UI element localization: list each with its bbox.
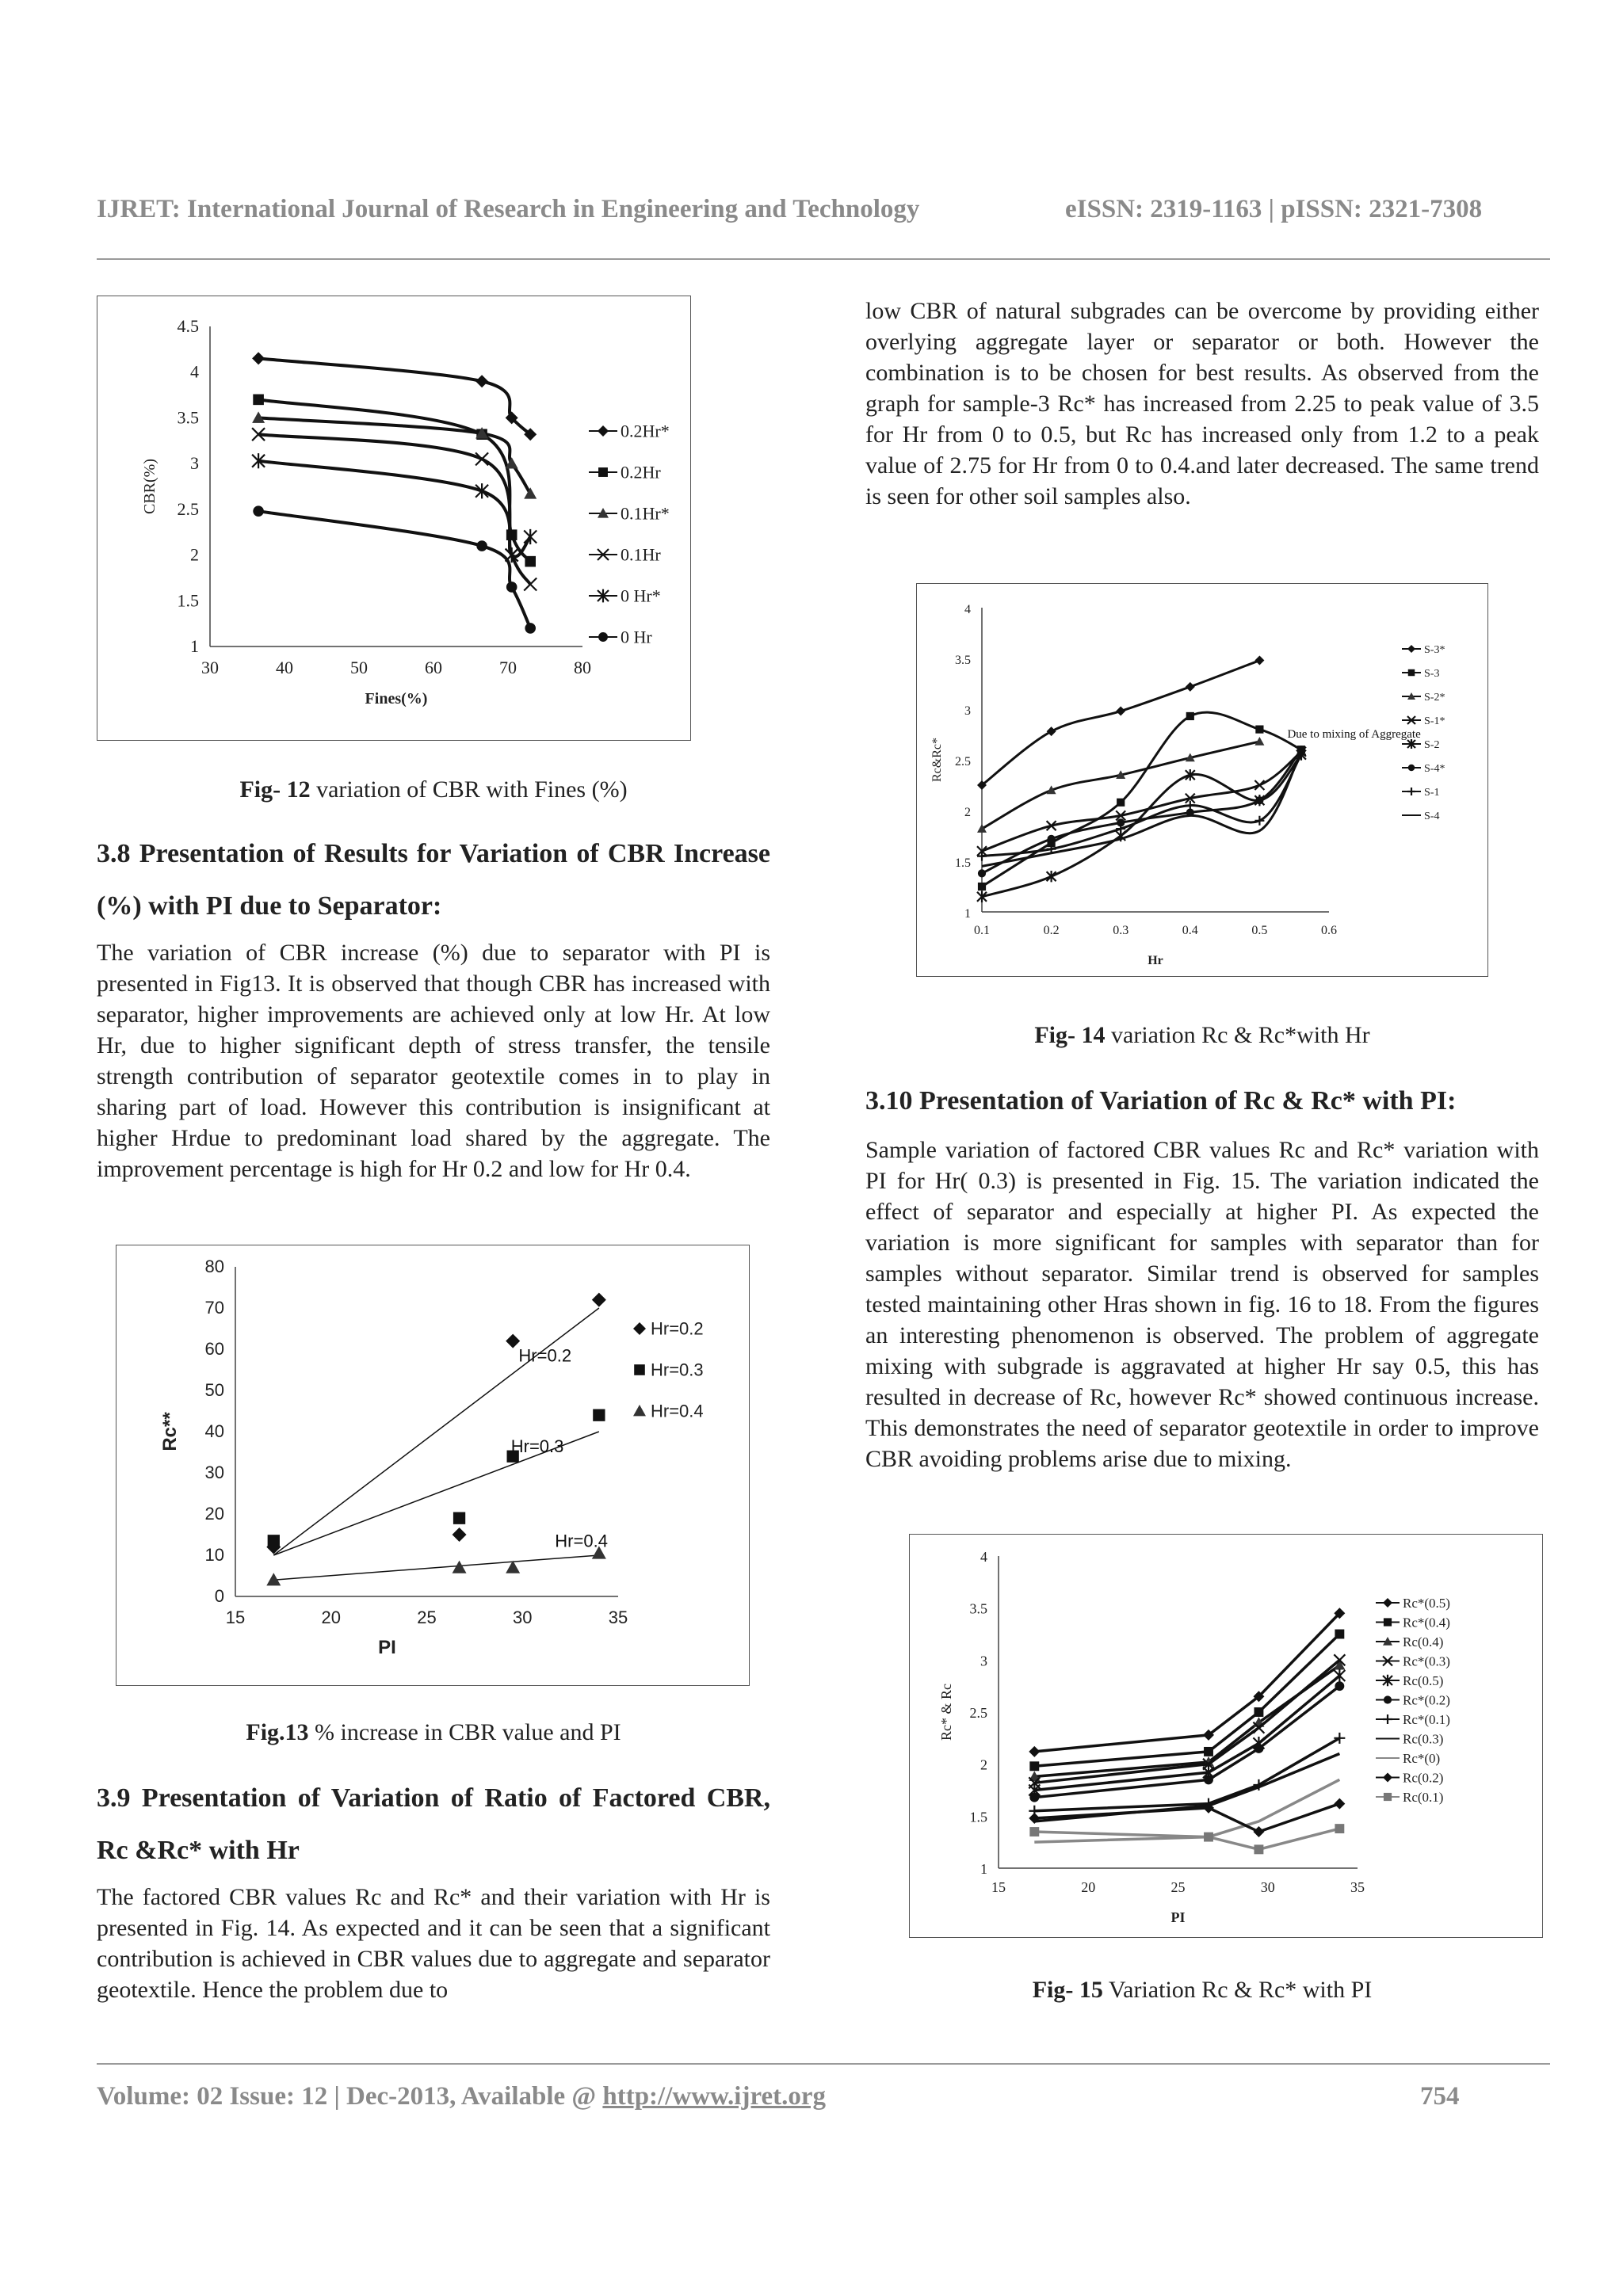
series-rc-0-2--point	[1253, 1826, 1264, 1837]
series-hr-0-3-point	[268, 1535, 280, 1547]
journal-issn: eISSN: 2319-1163 | pISSN: 2321-7308	[1065, 195, 1483, 223]
series-0-hr--point	[524, 529, 537, 544]
x-tick-label: 0.4	[1182, 924, 1198, 937]
series-s-1--point	[1254, 780, 1264, 790]
section-3-8-heading: 3.8 Presentation of Results for Variation of CBR Increase (%) with PI due to Separator:	[97, 839, 770, 921]
series-rc-0-5--point	[1029, 1746, 1040, 1757]
y-tick-label: 3.5	[955, 654, 971, 667]
legend-entry: Rc*(0)	[1403, 1750, 1441, 1766]
series-hr-0-4-point	[453, 1561, 467, 1573]
fig12-caption	[97, 776, 770, 803]
x-tick-label: 60	[425, 658, 442, 677]
y-tick-label: 3	[980, 1653, 987, 1669]
trendline-label: Hr=0.4	[555, 1531, 608, 1551]
series-s-2--point	[1254, 737, 1264, 746]
fig14-caption-text: variation Rc & Rc*with Hr	[1105, 1022, 1370, 1048]
series-rc-0-2--point	[1029, 1793, 1039, 1802]
series-s-3-point	[1186, 712, 1194, 720]
y-tick-label: 1.5	[955, 856, 971, 870]
fig13-caption-text: % increase in CBR value and PI	[308, 1719, 621, 1745]
x-tick-label: 15	[225, 1608, 246, 1627]
y-tick-label: 50	[204, 1380, 224, 1400]
legend-entry: Rc(0.2)	[1403, 1770, 1444, 1786]
series-hr-0-3-point	[453, 1512, 465, 1524]
series-rc-0-2--line	[1034, 1686, 1339, 1798]
series-s-1-point	[977, 852, 987, 861]
series-0-2hr-point	[525, 556, 536, 567]
y-tick-label: 3	[964, 704, 971, 718]
legend-entry: Rc(0.3)	[1403, 1731, 1444, 1747]
x-tick-label: 0.3	[1113, 924, 1129, 937]
x-tick-label: 50	[350, 658, 368, 677]
series-rc-0-4--point	[1335, 1630, 1344, 1639]
legend-entry: Rc*(0.1)	[1403, 1711, 1450, 1727]
series-rc-0-1--point	[1334, 1733, 1345, 1744]
series-s-3-point	[1117, 799, 1125, 807]
footer-rule	[97, 2063, 1550, 2065]
figure-12	[97, 296, 691, 741]
legend-entry: Rc(0.4)	[1403, 1634, 1444, 1650]
legend-entry: S-3	[1424, 667, 1440, 680]
legend-entry: Rc*(0.4)	[1403, 1615, 1450, 1630]
series-hr-0-4-trendline	[273, 1555, 599, 1580]
y-tick-label: 2.5	[955, 755, 971, 769]
figure-13	[116, 1245, 750, 1686]
series-s-2--point	[977, 824, 987, 833]
figure-15	[909, 1534, 1543, 1938]
series-0-2hr--point	[475, 375, 488, 387]
x-axis-label: PI	[1170, 1909, 1186, 1925]
x-tick-label: 30	[513, 1608, 533, 1627]
series-rc-0-2--point	[1254, 1744, 1263, 1753]
section-3-10-heading: 3.10 Presentation of Variation of Rc & Rc* with PI:	[865, 1086, 1457, 1116]
series-s-3--point	[1116, 707, 1125, 716]
legend-entry: 0 Hr	[621, 627, 652, 647]
series-0-2hr--line	[258, 358, 530, 434]
series-rc-0-5--line	[1034, 1613, 1339, 1752]
legend-marker	[1384, 1695, 1392, 1703]
section-3-9-heading: 3.9 Presentation of Variation of Ratio of Factored CBR, Rc &Rc* with Hr	[97, 1783, 770, 1865]
series-s-3-point	[978, 883, 986, 891]
legend-marker	[1408, 765, 1415, 772]
x-tick-label: 0.1	[974, 924, 990, 937]
x-tick-label: 35	[1350, 1879, 1365, 1895]
legend-entry: 0.1Hr	[621, 544, 661, 565]
y-tick-label: 0	[214, 1586, 224, 1606]
y-tick-label: 10	[204, 1545, 224, 1565]
legend-entry: Rc*(0.3)	[1403, 1653, 1450, 1669]
series-rc-0-4--point	[1254, 1707, 1263, 1717]
x-tick-label: 40	[276, 658, 293, 677]
annotation-mixing: Due to mixing of Aggregate	[1287, 727, 1421, 741]
legend-entry: 0.2Hr*	[621, 421, 670, 441]
figure-14	[916, 583, 1488, 977]
y-tick-label: 1	[964, 907, 971, 921]
y-tick-label: 4.5	[177, 316, 199, 336]
fig15-chart	[910, 1535, 1542, 1937]
x-axis-label: PI	[378, 1637, 396, 1658]
legend-marker	[1384, 1618, 1392, 1626]
legend-entry: S-2	[1424, 738, 1440, 751]
legend-entry: 0.1Hr*	[621, 503, 670, 524]
legend-marker	[634, 1364, 645, 1375]
y-tick-label: 4	[964, 603, 971, 616]
legend-marker	[1384, 1793, 1392, 1801]
series-s-3--point	[1254, 656, 1264, 666]
journal-title: IJRET: International Journal of Research in Engineering and Technology	[97, 195, 920, 223]
y-axis-label: CBR(%)	[141, 459, 158, 514]
legend-entry: S-4*	[1424, 762, 1445, 775]
legend-entry: S-4	[1424, 810, 1440, 822]
y-tick-label: 2	[964, 806, 971, 819]
page-number: 754	[1420, 2082, 1460, 2111]
x-tick-label: 35	[608, 1608, 628, 1627]
section-3-9-body: The factored CBR values Rc and Rc* and their variation with Hr is presented in Fig. 14. As expected and it can be seen that a significant contribution is achieved in CBR values due to aggregate and separator geotextile. Hence the problem due to	[97, 1884, 770, 2003]
legend-marker	[598, 425, 609, 437]
trendline-label: Hr=0.3	[510, 1436, 564, 1456]
legend-marker	[1407, 645, 1415, 653]
legend-entry: S-2*	[1424, 691, 1445, 704]
footer-volume	[97, 2082, 826, 2111]
series-0-hr--line	[258, 461, 530, 557]
series-rc-0-4--point	[1204, 1747, 1213, 1756]
legend-entry: 0 Hr*	[621, 585, 661, 606]
legend-marker	[633, 1405, 646, 1416]
y-tick-label: 70	[204, 1298, 224, 1318]
y-tick-label: 2	[190, 544, 199, 565]
series-0-1hr--line	[258, 418, 530, 494]
series-0-2hr-point	[506, 529, 517, 540]
series-0-hr-point	[525, 623, 536, 634]
fig14-caption-label: Fig- 14	[1034, 1022, 1106, 1048]
fig12-chart	[97, 296, 690, 740]
series-s-2-point	[1047, 871, 1056, 882]
header-rule	[97, 258, 1550, 260]
y-axis-label: Rc**	[159, 1412, 181, 1451]
x-tick-label: 15	[991, 1879, 1006, 1895]
fig15-caption	[865, 1977, 1539, 2004]
series-0-2hr-line	[258, 399, 530, 561]
legend-entry: Hr=0.3	[651, 1360, 704, 1380]
series-rc-0-1--line	[1034, 1829, 1339, 1849]
y-tick-label: 30	[204, 1463, 224, 1482]
series-s-3--line	[982, 661, 1259, 785]
x-tick-label: 25	[417, 1608, 437, 1627]
section-3-8-body: The variation of CBR increase (%) due to separator with PI is presented in Fig13. It is observed that though CBR has increased with separator, higher improvements are achieved only at low Hr. At low Hr, due to higher significant depth of stress transfer, the tensile strength contribution of separator geotextile comes in to play in sharing part of load. However this contribution is insignificant at higher Hrdue to predominant load shared by the aggregate. The improvement percentage is high for Hr 0.2 and low for Hr 0.4.	[97, 940, 770, 1182]
x-tick-label: 25	[1170, 1879, 1186, 1895]
x-axis-label: Fines(%)	[365, 690, 428, 707]
x-tick-label: 30	[1260, 1879, 1275, 1895]
y-tick-label: 60	[204, 1339, 224, 1359]
series-0-hr-point	[506, 582, 517, 593]
trendline-label: Hr=0.2	[518, 1345, 572, 1366]
y-tick-label: 20	[204, 1504, 224, 1524]
legend-marker	[1408, 669, 1415, 677]
x-tick-label: 70	[499, 658, 517, 677]
y-axis-label: Rc* & Rc	[938, 1684, 954, 1741]
x-tick-label: 20	[1081, 1879, 1096, 1895]
legend-entry: Rc(0.5)	[1403, 1672, 1444, 1688]
series-s-3-point	[1255, 726, 1263, 734]
series-s-3--point	[1186, 682, 1195, 692]
y-tick-label: 3.5	[969, 1600, 987, 1617]
legend-entry: S-3*	[1424, 643, 1445, 656]
legend-marker	[598, 467, 608, 477]
series-rc-0-1--point	[1204, 1833, 1213, 1842]
y-tick-label: 2.5	[177, 498, 199, 519]
series-hr-0-3-point	[593, 1409, 605, 1421]
series-rc-0-2--point	[1334, 1798, 1345, 1810]
fig14-chart	[917, 584, 1487, 976]
series-0-1hr-point	[524, 578, 537, 591]
series-0-2hr--point	[252, 352, 265, 364]
x-tick-label: 0.6	[1321, 924, 1337, 937]
legend-entry: Hr=0.4	[651, 1401, 704, 1421]
fig13-caption	[97, 1719, 770, 1746]
series-rc-0-1--point	[1254, 1844, 1263, 1854]
footer-volume-text: Volume: 02 Issue: 12 | Dec-2013, Available @	[97, 2082, 603, 2111]
legend-entry: Rc*(0.5)	[1403, 1595, 1450, 1611]
series-s-4--point	[1048, 835, 1056, 843]
series-0-hr-point	[253, 505, 264, 517]
legend-entry: Hr=0.2	[651, 1318, 704, 1339]
section-3-10-body: Sample variation of factored CBR values Rc and Rc* variation with PI for Hr( 0.3) is presented in Fig. 15. The variation indicated the effect of separator and especially at higher PI. As expected the variation is more significant for samples with separator than for samples without separator. Similar trend is observed for samples tested maintaining other Hras shown in fig. 16 to 18. From the figures an interesting phenomenon is observed. The problem of aggregate mixing with subgrade is aggravated at higher Hr say 0.5, this has resulted in decrease of Rc, however Rc* showed continuous increase. This demonstrates the need of separator geotextile in order to improve CBR avoiding problems arise due to mixing.	[865, 1137, 1539, 1472]
legend-entry: Rc(0.1)	[1403, 1789, 1444, 1805]
footer-link[interactable]: http://www.ijret.org	[602, 2082, 827, 2111]
fig12-caption-text: variation of CBR with Fines (%)	[310, 776, 628, 803]
series-rc-0-2--point	[1335, 1681, 1344, 1691]
x-axis-label: Hr	[1148, 954, 1163, 967]
series-0-1hr-point	[475, 452, 488, 465]
y-tick-label: 4	[980, 1549, 987, 1565]
legend-marker	[1383, 1598, 1392, 1608]
series-s-4--point	[978, 869, 986, 877]
fig13-caption-label: Fig.13	[246, 1719, 309, 1745]
legend-marker	[1407, 788, 1415, 795]
y-tick-label: 1.5	[177, 590, 199, 611]
fig12-caption-label: Fig- 12	[239, 776, 311, 803]
x-tick-label: 0.5	[1251, 924, 1268, 937]
series-0-hr-line	[258, 511, 530, 628]
series-hr-0-2-point	[592, 1293, 606, 1307]
legend-marker	[1383, 1714, 1392, 1724]
series-rc-0-5--point	[1334, 1669, 1345, 1683]
series-s-4--point	[1255, 796, 1263, 804]
legend-marker	[1383, 1773, 1392, 1783]
fig15-caption-label: Fig- 15	[1032, 1977, 1103, 2003]
y-tick-label: 2	[980, 1756, 987, 1773]
series-rc-0-1--point	[1335, 1824, 1344, 1833]
legend-entry: S-1	[1424, 786, 1440, 799]
legend-marker	[633, 1322, 646, 1335]
legend-entry: Rc*(0.2)	[1403, 1692, 1450, 1708]
fig13-chart	[116, 1245, 749, 1685]
x-tick-label: 0.2	[1043, 924, 1060, 937]
series-rc-0-4--point	[1029, 1761, 1039, 1771]
series-0-1hr-line	[258, 434, 530, 584]
series-rc-0-1--point	[1029, 1827, 1039, 1836]
y-axis-label: Rc&Rc*	[930, 738, 944, 782]
x-tick-label: 80	[574, 658, 591, 677]
running-header	[97, 195, 1483, 224]
legend-entry: 0.2Hr	[621, 462, 661, 482]
fig14-caption	[865, 1022, 1539, 1049]
legend-entry: S-1*	[1424, 715, 1445, 727]
y-tick-label: 3	[190, 453, 199, 474]
series-0-hr-point	[476, 540, 487, 551]
y-tick-label: 2.5	[969, 1705, 987, 1721]
x-tick-label: 20	[321, 1608, 341, 1627]
series-rc-0-2--point	[1204, 1775, 1213, 1784]
fig15-caption-text: Variation Rc & Rc* with PI	[1102, 1977, 1373, 2003]
right-column-intro: low CBR of natural subgrades can be overcome by providing either overlying aggregate layer or separator or both. However the combination is to be chosen for best results. As observed from the graph for sample-3 Rc* has increased from 2.25 to peak value of 3.5 for Hr from 0 to 0.5, but Rc has increased only from 1.2 to a peak value of 2.75 for Hr from 0 to 0.4.and later decreased. The same trend is seen for other soil samples also.	[865, 298, 1539, 509]
series-0-2hr-point	[253, 395, 264, 406]
series-hr-0-2-point	[453, 1527, 467, 1542]
y-tick-label: 80	[204, 1257, 224, 1276]
y-tick-label: 1	[980, 1861, 987, 1877]
y-tick-label: 1.5	[969, 1809, 987, 1825]
series-s-3--point	[1047, 727, 1056, 736]
legend-marker	[598, 632, 608, 642]
x-tick-label: 30	[201, 658, 219, 677]
y-tick-label: 4	[190, 361, 199, 382]
y-tick-label: 3.5	[177, 407, 199, 428]
y-tick-label: 40	[204, 1421, 224, 1441]
y-tick-label: 1	[190, 636, 199, 656]
